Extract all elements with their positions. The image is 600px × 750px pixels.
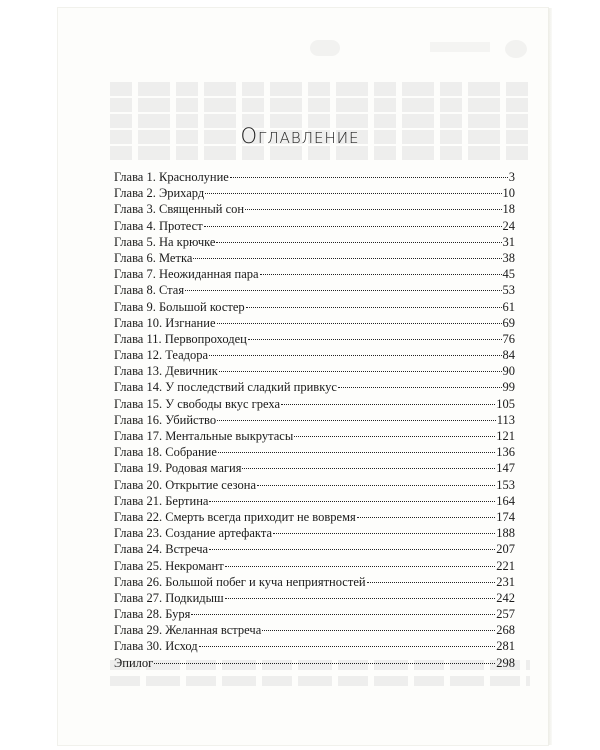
toc-entry-label: Эпилог bbox=[114, 655, 154, 670]
toc-entry-label: Глава 2. Эрихард bbox=[114, 186, 205, 201]
toc-entry bbox=[114, 363, 515, 379]
toc-entry bbox=[114, 574, 515, 590]
page-edge bbox=[548, 8, 552, 745]
toc-entry bbox=[114, 396, 515, 412]
toc-dot-leader bbox=[246, 307, 502, 308]
toc-entry bbox=[114, 412, 515, 428]
toc-entry bbox=[114, 460, 515, 476]
toc-dot-leader bbox=[294, 436, 495, 437]
toc-entry-label: Глава 5. На крючке bbox=[114, 234, 216, 249]
toc-dot-leader bbox=[191, 614, 495, 615]
toc-entry bbox=[114, 477, 515, 493]
toc-dot-leader bbox=[338, 387, 502, 388]
toc-entry bbox=[114, 379, 515, 395]
toc-dot-leader bbox=[242, 468, 495, 469]
toc-dot-leader bbox=[205, 193, 501, 194]
toc-entry-page: 147 bbox=[496, 461, 515, 476]
toc-entry bbox=[114, 169, 515, 185]
toc-entry bbox=[114, 493, 515, 509]
toc-entry bbox=[114, 606, 515, 622]
toc-dot-leader bbox=[217, 420, 496, 421]
toc-entry-page: 61 bbox=[502, 299, 515, 314]
toc-dot-leader bbox=[217, 323, 502, 324]
toc-title: Оглавление bbox=[240, 124, 360, 148]
toc-entry bbox=[114, 331, 515, 347]
toc-dot-leader bbox=[218, 452, 495, 453]
toc-entry-label: Глава 17. Ментальные выкрутасы bbox=[114, 429, 294, 443]
toc-entry-label: Глава 13. Девичник bbox=[114, 364, 218, 379]
toc-entry-label: Глава 25. Некромант bbox=[114, 558, 224, 573]
toc-entry-page: 257 bbox=[496, 607, 515, 622]
toc-entry-page: 298 bbox=[496, 655, 515, 670]
toc-list bbox=[114, 169, 515, 671]
toc-entry-page: 164 bbox=[496, 493, 515, 508]
toc-entry bbox=[114, 655, 515, 671]
toc-dot-leader bbox=[273, 533, 495, 534]
toc-dot-leader bbox=[154, 663, 495, 664]
toc-dot-leader bbox=[216, 242, 501, 243]
toc-dot-leader bbox=[199, 646, 496, 647]
toc-entry-page: 188 bbox=[496, 526, 515, 541]
toc-entry-page: 268 bbox=[496, 623, 515, 638]
toc-entry-label: Глава 24. Встреча bbox=[114, 542, 209, 557]
toc-entry-label: Глава 11. Первопроходец bbox=[114, 331, 247, 346]
toc-entry-page: 10 bbox=[502, 186, 515, 201]
toc-entry-page: 31 bbox=[502, 234, 515, 249]
toc-entry-label: Глава 9. Большой костер bbox=[114, 299, 245, 314]
toc-entry-page: 24 bbox=[502, 218, 515, 233]
toc-entry-label: Глава 8. Стая bbox=[114, 283, 185, 298]
toc-entry bbox=[114, 218, 515, 234]
toc-entry-page: 3 bbox=[508, 170, 515, 184]
toc-entry-label: Глава 4. Протест bbox=[114, 218, 203, 233]
toc-dot-leader bbox=[219, 371, 502, 372]
toc-entry-page: 105 bbox=[496, 396, 515, 411]
toc-entry-page: 281 bbox=[496, 639, 515, 654]
toc-dot-leader bbox=[367, 582, 496, 583]
toc-entry-page: 53 bbox=[502, 283, 515, 298]
toc-entry-label: Глава 7. Неожиданная пара bbox=[114, 267, 259, 282]
toc-entry-label: Глава 22. Смерть всегда приходит не вовремя bbox=[114, 509, 356, 524]
toc-entry-page: 18 bbox=[502, 202, 515, 217]
toc-dot-leader bbox=[185, 290, 501, 291]
toc-dot-leader bbox=[193, 258, 501, 259]
toc-entry-page: 45 bbox=[502, 267, 515, 282]
toc-entry-page: 69 bbox=[502, 315, 515, 330]
toc-entry-label: Глава 23. Создание артефакта bbox=[114, 526, 273, 541]
toc-dot-leader bbox=[230, 177, 508, 178]
toc-entry-page: 84 bbox=[502, 348, 515, 363]
toc-entry-label: Глава 10. Изгнание bbox=[114, 315, 216, 330]
toc-dot-leader bbox=[209, 501, 495, 502]
toc-entry bbox=[114, 444, 515, 460]
toc-entry-label: Глава 29. Желанная встреча bbox=[114, 623, 262, 638]
toc-entry-page: 231 bbox=[496, 574, 515, 589]
toc-entry bbox=[114, 185, 515, 201]
toc-entry bbox=[114, 525, 515, 541]
toc-dot-leader bbox=[209, 549, 495, 550]
toc-entry-label: Глава 19. Родовая магия bbox=[114, 461, 242, 476]
toc-dot-leader bbox=[209, 355, 501, 356]
toc-dot-leader bbox=[260, 274, 502, 275]
toc-entry bbox=[114, 250, 515, 266]
toc-entry-page: 38 bbox=[502, 250, 515, 265]
toc-entry bbox=[114, 590, 515, 606]
toc-entry-label: Глава 26. Большой побег и куча неприятностей bbox=[114, 574, 366, 589]
toc-entry-label: Глава 18. Собрание bbox=[114, 445, 217, 460]
toc-entry-label: Глава 15. У свободы вкус греха bbox=[114, 396, 281, 411]
toc-entry bbox=[114, 299, 515, 315]
toc-dot-leader bbox=[225, 598, 496, 599]
toc-entry-label: Глава 12. Теадора bbox=[114, 348, 209, 363]
toc-entry bbox=[114, 266, 515, 282]
toc-entry bbox=[114, 638, 515, 654]
toc-entry-page: 221 bbox=[496, 558, 515, 573]
toc-entry-page: 153 bbox=[496, 477, 515, 492]
toc-entry-label: Глава 27. Подкидыш bbox=[114, 590, 224, 605]
toc-entry-label: Глава 6. Метка bbox=[114, 250, 193, 265]
toc-entry-label: Глава 3. Священный сон bbox=[114, 202, 245, 217]
toc-entry-label: Глава 21. Бертина bbox=[114, 493, 209, 508]
toc-entry bbox=[114, 234, 515, 250]
toc-entry-page: 99 bbox=[502, 380, 515, 395]
toc-entry-page: 90 bbox=[502, 364, 515, 379]
toc-entry bbox=[114, 347, 515, 363]
toc-entry bbox=[114, 541, 515, 557]
toc-entry bbox=[114, 282, 515, 298]
toc-dot-leader bbox=[225, 566, 496, 567]
toc-entry-label: Глава 28. Буря bbox=[114, 607, 191, 622]
toc-dot-leader bbox=[257, 485, 495, 486]
toc-entry-page: 113 bbox=[496, 412, 515, 427]
toc-entry-page: 242 bbox=[496, 590, 515, 605]
toc-entry bbox=[114, 201, 515, 217]
toc-dot-leader bbox=[248, 339, 502, 340]
toc-entry bbox=[114, 315, 515, 331]
toc-entry bbox=[114, 428, 515, 444]
toc-dot-leader bbox=[281, 404, 495, 405]
toc-entry-label: Глава 20. Открытие сезона bbox=[114, 477, 257, 492]
toc-entry-page: 121 bbox=[496, 429, 515, 443]
toc-entry-page: 76 bbox=[502, 331, 515, 346]
toc-entry-page: 174 bbox=[496, 509, 515, 524]
toc-entry-label: Глава 16. Убийство bbox=[114, 412, 217, 427]
toc-entry bbox=[114, 558, 515, 574]
toc-dot-leader bbox=[357, 517, 496, 518]
toc-entry-page: 207 bbox=[496, 542, 515, 557]
toc-dot-leader bbox=[262, 630, 495, 631]
toc-entry-page: 136 bbox=[496, 445, 515, 460]
toc-dot-leader bbox=[204, 226, 502, 227]
toc-dot-leader bbox=[245, 209, 501, 210]
toc-entry bbox=[114, 509, 515, 525]
toc-entry-label: Глава 1. Краснолуние bbox=[114, 170, 229, 184]
toc-entry bbox=[114, 622, 515, 638]
toc-entry-label: Глава 14. У последствий сладкий привкус bbox=[114, 380, 337, 395]
toc-entry-label: Глава 30. Исход bbox=[114, 639, 198, 654]
